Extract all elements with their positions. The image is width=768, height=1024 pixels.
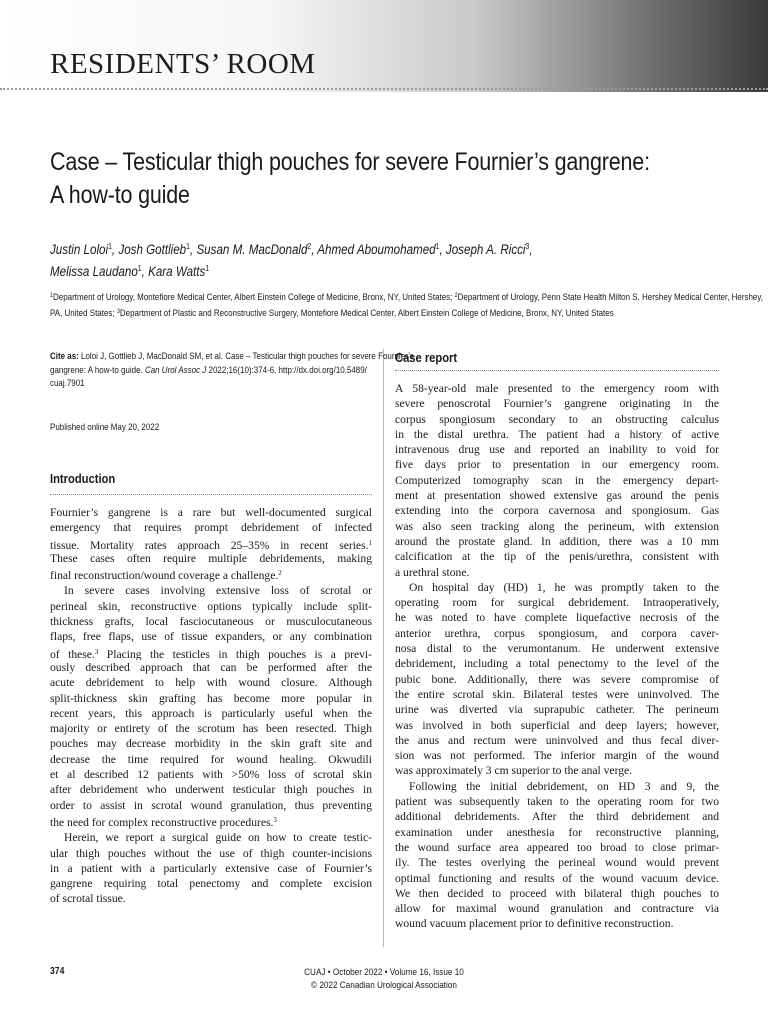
text-fragment: decrease the time required for wound healing. Okwudili [50, 752, 372, 766]
text-fragment: thickness grafts, local fasciocutaneous or musculocutaneous [50, 615, 372, 629]
heading-dotted-rule [395, 370, 719, 371]
text-line [395, 656, 719, 671]
text-fragment: was approximately 3 cm superior to the anal verge. [395, 764, 633, 778]
text-fragment: the wound surface area appeared too broad to close primar- [395, 840, 719, 854]
text-fragment: On hospital day (HD) 1, he was promptly taken to the [409, 580, 719, 594]
text-line [395, 457, 719, 472]
text-fragment: wound vacuum placement prior to definitive reconstruction. [395, 917, 674, 931]
citation-text: Loloi J, Gottlieb J, MacDonald SM, et al. Case – Testicular thigh pouches for severe Fournier’s [78, 351, 414, 362]
author-name: Ahmed Aboumohamed [317, 242, 436, 257]
author-list [50, 237, 738, 281]
text-fragment: in the distal urethra. The patient had a history of active [395, 427, 719, 441]
text-fragment: flaps, free flaps, use of tissue expanders, or any combination [50, 630, 372, 644]
text-line [50, 891, 372, 906]
case-report-heading: Case report [395, 350, 458, 365]
text-line [395, 855, 719, 870]
text-line [395, 412, 719, 427]
text-line [50, 520, 372, 535]
text-line [50, 645, 372, 660]
text-fragment: the entire scrotal skin. Bilateral testes were uninvolved. The [395, 687, 719, 701]
author-affiliation-mark: 1 [108, 242, 112, 251]
text-line [50, 846, 372, 861]
text-line [50, 566, 372, 583]
text-fragment: intravenous drug use and reported an inability to void for [395, 443, 719, 457]
text-fragment: the need for complex reconstructive procedures. [50, 815, 274, 829]
text-fragment: anterior urethra, corpus spongiosum, and corpora caver- [395, 626, 719, 640]
text-fragment: five days prior to presentation in our emergency room. [395, 458, 719, 472]
text-line [395, 702, 719, 717]
citation-label: Cite as: [50, 351, 79, 362]
text-line [50, 629, 372, 644]
text-line [395, 871, 719, 886]
text-line [395, 473, 719, 488]
text-fragment: in a patient with a particularly extensive case of Fournier’s [50, 861, 372, 875]
article-title-line: A how-to guide [50, 181, 190, 209]
banner-dotted-rule [0, 88, 768, 90]
text-line [50, 536, 372, 551]
affiliation-text: PA, United States; [50, 308, 117, 319]
text-line [50, 706, 372, 721]
reference-mark: 1 [368, 538, 372, 547]
text-line [50, 721, 372, 736]
text-line [395, 901, 719, 916]
text-line [395, 519, 719, 534]
citation-text: 2022;16(10):374-6. http://dx.doi.org/10.5489/ [206, 364, 367, 376]
text-fragment: the anus and rectum were uninvolved and thus fecal diver- [395, 733, 719, 747]
text-fragment: he was noted to have complete liquefactive necrosis of the [395, 611, 719, 625]
text-fragment: order to assist in scrotal wound granulation, thus preventing [50, 798, 372, 812]
text-fragment: after debridement who underwent testicular thigh pouches in [50, 783, 372, 797]
text-line [395, 442, 719, 457]
text-fragment: ily. The testes overlying the perineal wound would prevent [395, 856, 719, 870]
text-line [50, 736, 372, 751]
introduction-heading: Introduction [50, 471, 116, 486]
text-line [50, 505, 372, 520]
footer-copyright-line: © 2022 Canadian Urological Association [311, 980, 457, 991]
text-fragment: optimal functioning and results of the wound vacuum device. [395, 871, 719, 885]
text-fragment: additional debridements. After the third debridement and [395, 810, 719, 824]
text-line [395, 733, 719, 748]
text-line [395, 565, 719, 580]
affiliation-text: Department of Urology, Montefiore Medical Center, Albert Einstein College of Medicine, Bronx, NY, United States; [53, 292, 455, 303]
affiliation-text: Department of Plastic and Reconstructive Surgery, Montefiore Medical Center, Albert Einstein College of Medicine, Bronx, NY, United States [119, 308, 614, 319]
text-fragment: split-thickness skin grafting has become more popular in [50, 691, 372, 705]
author-name: Joseph A. Ricci [445, 242, 526, 257]
author-affiliation-mark: 1 [205, 264, 210, 273]
author-affiliation-mark: 3 [525, 242, 530, 251]
text-fragment: et al described 12 patients with >50% loss of scrotal skin [50, 768, 372, 782]
citation [50, 350, 414, 391]
text-line [395, 396, 719, 411]
introduction-body [50, 505, 372, 907]
reference-mark: 3 [273, 815, 277, 824]
affiliation-mark: 3 [116, 308, 120, 315]
author-line: Justin Loloi$^1$, Josh Gottlieb$^1$, Susan M. MacDonald$^2$, Ahmed Aboumohamed$^1$, Joseph A. Ricci$^3$, [50, 242, 533, 257]
text-line [395, 626, 719, 641]
text-fragment: of these. [50, 647, 95, 660]
text-line [395, 718, 719, 733]
text-fragment: nosa distal to the verumontanum. He underwent extensive [395, 642, 719, 656]
author-name: Kara Watts [148, 264, 206, 279]
author-affiliation-mark: 1 [186, 242, 190, 251]
text-line [395, 886, 719, 901]
text-fragment: a urethral stone. [395, 565, 470, 579]
text-line [50, 583, 372, 598]
text-fragment: extending into the corpora cavernosa and spongiosum. Gas [395, 504, 719, 518]
text-line [395, 809, 719, 824]
reference-mark: 2 [278, 569, 282, 578]
text-line [395, 534, 719, 549]
text-line [395, 763, 719, 778]
text-line [395, 641, 719, 656]
text-line [395, 687, 719, 702]
text-fragment: examination under anesthesia for reconstructive planning, [395, 825, 719, 839]
text-line [395, 427, 719, 442]
text-fragment: We then decided to proceed with bilateral thigh pouches to [395, 886, 719, 900]
text-line [50, 798, 372, 813]
text-line [50, 830, 372, 845]
affiliation-text: Department of Urology, Penn State Health Milton S. Hershey Medical Center, Hershey, [457, 292, 763, 303]
text-fragment: Computerized tomography scan in the emergency depart- [395, 473, 719, 487]
author-line: Melissa Laudano$^1$, Kara Watts$^1$ [50, 264, 210, 279]
text-line [395, 549, 719, 564]
page-number: 374 [50, 966, 65, 977]
text-line [50, 782, 372, 797]
published-date: Published online May 20, 2022 [50, 422, 160, 433]
text-fragment: acute debridement to help with wound closure. Although [50, 676, 372, 690]
author-affiliation-mark: 1 [137, 264, 142, 273]
author-name: Josh Gottlieb [118, 242, 187, 257]
text-fragment: ously described approach that can be performed after the [50, 660, 372, 674]
author-name: Melissa Laudano [50, 264, 138, 279]
text-line [395, 916, 719, 931]
article-title-line: Case – Testicular thigh pouches for severe Fournier’s gangrene: [50, 148, 650, 176]
text-line [395, 840, 719, 855]
author-affiliation-mark: 2 [307, 242, 312, 251]
text-fragment: emergency that requires prompt debridement of infected [50, 521, 372, 535]
text-line [50, 767, 372, 782]
text-fragment: allow for maximal wound granulation and contracture via [395, 902, 719, 916]
text-fragment: debridement, including a total penectomy to the level of the [395, 657, 719, 671]
text-fragment: patient was subsequently taken to the operating room for two [395, 795, 719, 809]
citation-line [50, 364, 378, 378]
citation-line [50, 350, 414, 364]
reference-mark: 3 [94, 647, 99, 656]
text-line [50, 675, 372, 690]
author-name: Susan M. MacDonald [196, 242, 308, 257]
case-report-body [395, 381, 719, 932]
text-fragment: Following the initial debridement, on HD 3 and 9, the [409, 779, 719, 793]
text-line [50, 614, 372, 629]
text-line [50, 599, 372, 614]
affiliation-mark: 1 [50, 292, 54, 299]
citation-line: cuaj.7901 [50, 378, 85, 389]
text-fragment: around the prostate gland. In addition, there was a 10 mm [395, 534, 719, 548]
text-fragment: severe penoscrotal Fournier’s gangrene originating in the [395, 397, 719, 411]
text-line [395, 672, 719, 687]
text-fragment: perineal skin, reconstructive options typically include split- [50, 599, 372, 613]
text-fragment: final reconstruction/wound coverage a challenge. [50, 569, 279, 583]
text-line [395, 610, 719, 625]
text-line [50, 752, 372, 767]
text-line [395, 595, 719, 610]
column-divider [383, 349, 384, 947]
text-fragment: Herein, we report a surgical guide on how to create testic- [64, 831, 372, 845]
text-line [50, 691, 372, 706]
section-label: RESIDENTS’ ROOM [50, 48, 316, 80]
text-fragment: ment at presentation showed extensive gas around the penis [395, 489, 719, 503]
text-line [395, 580, 719, 595]
text-fragment: These cases often require multiple debridements, making [50, 551, 372, 565]
text-line [395, 488, 719, 503]
text-fragment: sion was not performed. The inferior margin of the wound [395, 749, 719, 763]
text-fragment: tissue. Mortality rates approach 25–35% in recent series. [50, 538, 369, 551]
text-fragment: was also seen tracking along the perineum, with extension [395, 519, 719, 533]
text-line [50, 861, 372, 876]
text-line [50, 876, 372, 891]
text-fragment: ular thigh pouches without the use of thigh counter-incisions [50, 846, 372, 860]
heading-dotted-rule [50, 494, 372, 495]
footer-journal-info [255, 966, 513, 992]
affiliation-mark: 2 [454, 292, 458, 299]
text-fragment: corpus spongiosum secondary to an obstructing calculus [395, 412, 719, 426]
text-fragment: operating room for surgical debridement. Intraoperatively, [395, 596, 719, 610]
affiliation-line [50, 305, 714, 321]
text-fragment: pouches may decrease morbidity in the skin graft site and [50, 737, 372, 751]
article-title [50, 146, 650, 212]
text-fragment: gangrene requiring total penectomy and complete excision [50, 877, 372, 891]
footer-journal-line: CUAJ • October 2022 • Volume 16, Issue 10 [304, 967, 464, 978]
text-fragment: In severe cases involving extensive loss of scrotal or [64, 584, 372, 598]
text-fragment: urine was diverted via suprapubic catheter. The perineum [395, 703, 719, 717]
author-name: Justin Loloi [50, 242, 109, 257]
text-line [395, 748, 719, 763]
text-fragment: Fournier’s gangrene is a rare but well-documented surgical [50, 506, 372, 519]
text-line [395, 503, 719, 518]
text-fragment: A 58-year-old male presented to the emergency room with [395, 382, 719, 395]
text-line [50, 813, 372, 830]
text-fragment: Placing the testicles in thigh pouches is a previ- [98, 647, 372, 660]
text-line [395, 794, 719, 809]
text-fragment: of scrotal tissue. [50, 892, 126, 906]
text-fragment: majority or entirety of the scrotum has been resected. Thigh [50, 722, 372, 736]
text-fragment: recent years, this approach is particularly useful when the [50, 706, 372, 720]
text-line [395, 381, 719, 396]
affiliations [50, 289, 763, 321]
author-affiliation-mark: 1 [435, 242, 440, 251]
text-line [50, 660, 372, 675]
citation-text: gangrene: A how-to guide. [50, 364, 145, 376]
text-line [395, 825, 719, 840]
text-line [395, 779, 719, 794]
affiliation-line [50, 289, 763, 305]
text-fragment: pubic bone. Additionally, there was severe compromise of [395, 672, 719, 686]
text-fragment: calcification at the tip of the penis/urethra, consistent with [395, 550, 719, 564]
citation-journal: Can Urol Assoc J [144, 364, 207, 376]
text-line [50, 551, 372, 566]
text-fragment: was involved in both superficial and deep layers; however, [395, 718, 719, 732]
